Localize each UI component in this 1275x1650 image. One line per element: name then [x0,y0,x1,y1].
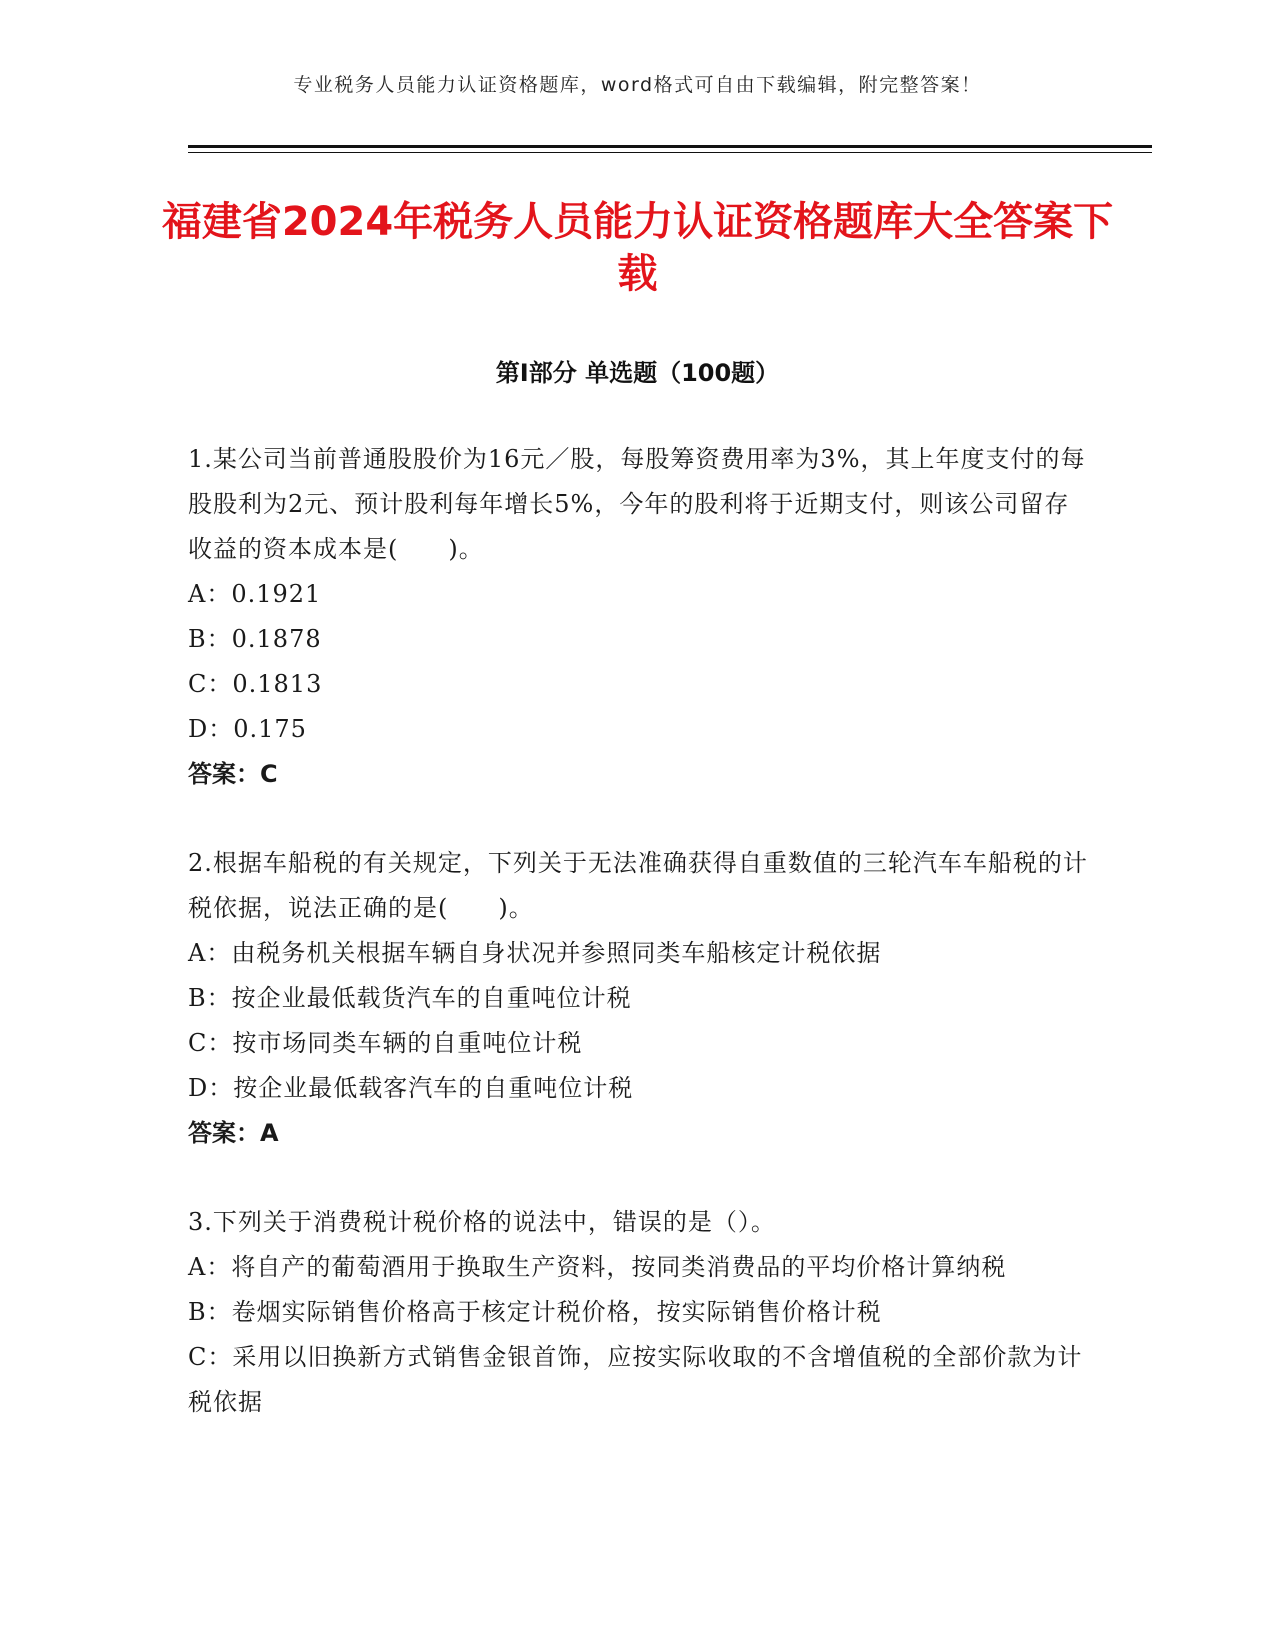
option-b: B：0.1878 [188,625,322,653]
header-rule-thick [188,145,1152,148]
option-b: B：按企业最低载货汽车的自重吨位计税 [188,984,632,1012]
option-b: B：卷烟实际销售价格高于核定计税价格，按实际销售价格计税 [188,1298,882,1326]
question-stem: 2.根据车船税的有关规定，下列关于无法准确获得自重数值的三轮汽车车船税的计税依据，说法正确的是( )。 [188,849,1088,922]
option-c: C：采用以旧换新方式销售金银首饰，应按实际收取的不含增值税的全部价款为计税依据 [188,1343,1083,1416]
question-stem: 3.下列关于消费税计税价格的说法中，错误的是（）。 [188,1208,776,1236]
header-rule-thin [188,152,1152,153]
option-d: D：按企业最低载客汽车的自重吨位计税 [188,1074,634,1102]
option-c: C：按市场同类车辆的自重吨位计税 [188,1029,583,1057]
option-a: A：0.1921 [188,580,322,608]
question-list [188,437,1088,1469]
question-3 [188,1200,1088,1425]
document-title: 福建省2024年税务人员能力认证资格题库大全答案下载 [161,199,1114,297]
option-a: A：由税务机关根据车辆自身状况并参照同类车船核定计税依据 [188,939,882,967]
answer: 答案：C [188,760,278,788]
section-heading: 第Ⅰ部分 单选题（100题） [495,359,780,387]
question-1 [188,437,1088,797]
question-2 [188,841,1088,1156]
option-c: C：0.1813 [188,670,323,698]
answer: 答案：A [188,1119,279,1147]
question-stem: 1.某公司当前普通股股价为16元／股，每股筹资费用率为3%，其上年度支付的每股股利为2元、预计股利每年增长5%，今年的股利将于近期支付，则该公司留存收益的资本成本是( )。 [188,445,1086,563]
option-d: D：0.175 [188,715,307,743]
page-header: 专业税务人员能力认证资格题库，word格式可自由下载编辑，附完整答案！ [293,74,982,96]
option-a: A：将自产的葡萄酒用于换取生产资料，按同类消费品的平均价格计算纳税 [188,1253,1007,1281]
